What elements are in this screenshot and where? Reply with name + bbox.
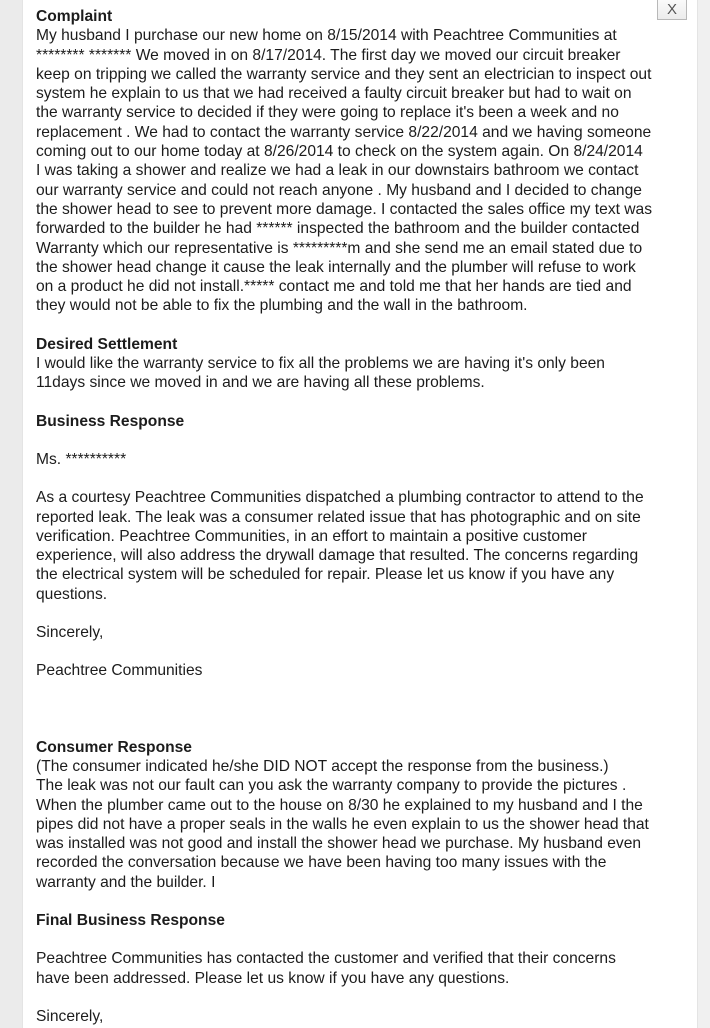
desired-settlement-heading: Desired Settlement — [36, 335, 178, 353]
business-response-closing: Sincerely, — [36, 624, 104, 642]
business-response-signature: Peachtree Communities — [36, 662, 203, 680]
final-business-response-closing: Sincerely, — [36, 1007, 104, 1025]
final-business-response-heading: Final Business Response — [36, 911, 225, 929]
complaint-details-panel — [22, 0, 698, 1028]
close-button[interactable]: X — [657, 0, 687, 20]
complaint-heading: Complaint — [36, 8, 113, 25]
complaint-content — [36, 7, 694, 1026]
scroll-edge — [696, 0, 710, 1028]
consumer-response-text: (The consumer indicated he/she DID NOT accept the response from the business.) The leak was not our fault can you ask the warranty company to provide the pictures . When the plumber came out to the house on 8/30 he explained to my husband and I the pipes did not have a proper seals in the walls he even explain to us the shower head that was installed was not good and install the shower head we purchase. My husband even recorded the conversation because we have been having too many issues with the warranty and the builder. I — [36, 757, 649, 891]
business-response-heading: Business Response — [36, 412, 185, 430]
business-response-salutation: Ms. ********** — [36, 450, 127, 468]
complaint-text: My husband I purchase our new home on 8/15/2014 with Peachtree Communities at ******** ******* We moved in on 8/17/2014. The first day we moved our circuit breaker keep on tripping we called the warranty service and they sent an electrician to inspect out system he explain to us that we had received a faulty circuit breaker but had to wait on the warranty service to decided if they were going to replace it's been a week and no replacement . We had to contact the warranty service 8/22/2014 and we having someone coming out to our home today at 8/26/2014 to check on the system again. On 8/24/2014 I was taking a shower and realize we had a leak in our downstairs bathroom we contact our warranty service and could not reach anyone . My husband and I decided to change the shower head to see to prevent more damage. I contacted the sales office my text was forwarded to the builder he had ****** inspected the bathroom and the builder contacted Warranty which our representative is *********m and she send me an email stated due to the shower head change it cause the leak internally and the plumber will refuse to work on a product he did not install.***** contact me and told me that her hands are tied and they would not be able to fix the plumbing and the wall in the bathroom. — [36, 27, 653, 315]
desired-settlement-text: I would like the warranty service to fix all the problems we are having it's only been 11days since we moved in and we are having all these problems. — [36, 355, 605, 392]
final-business-response-text: Peachtree Communities has contacted the customer and verified that their concerns have been addressed. Please let us know if you have any questions. — [36, 950, 616, 987]
business-response-text: As a courtesy Peachtree Communities dispatched a plumbing contractor to attend to the reported leak. The leak was a consumer related issue that has photographic and on site verification. Peachtree Communities, in an effort to maintain a positive customer experience, will also address the drywall damage that resulted. The concerns regarding the electrical system will be scheduled for repair. Please let us know if you have any questions. — [36, 489, 644, 603]
consumer-response-heading: Consumer Response — [36, 738, 192, 756]
